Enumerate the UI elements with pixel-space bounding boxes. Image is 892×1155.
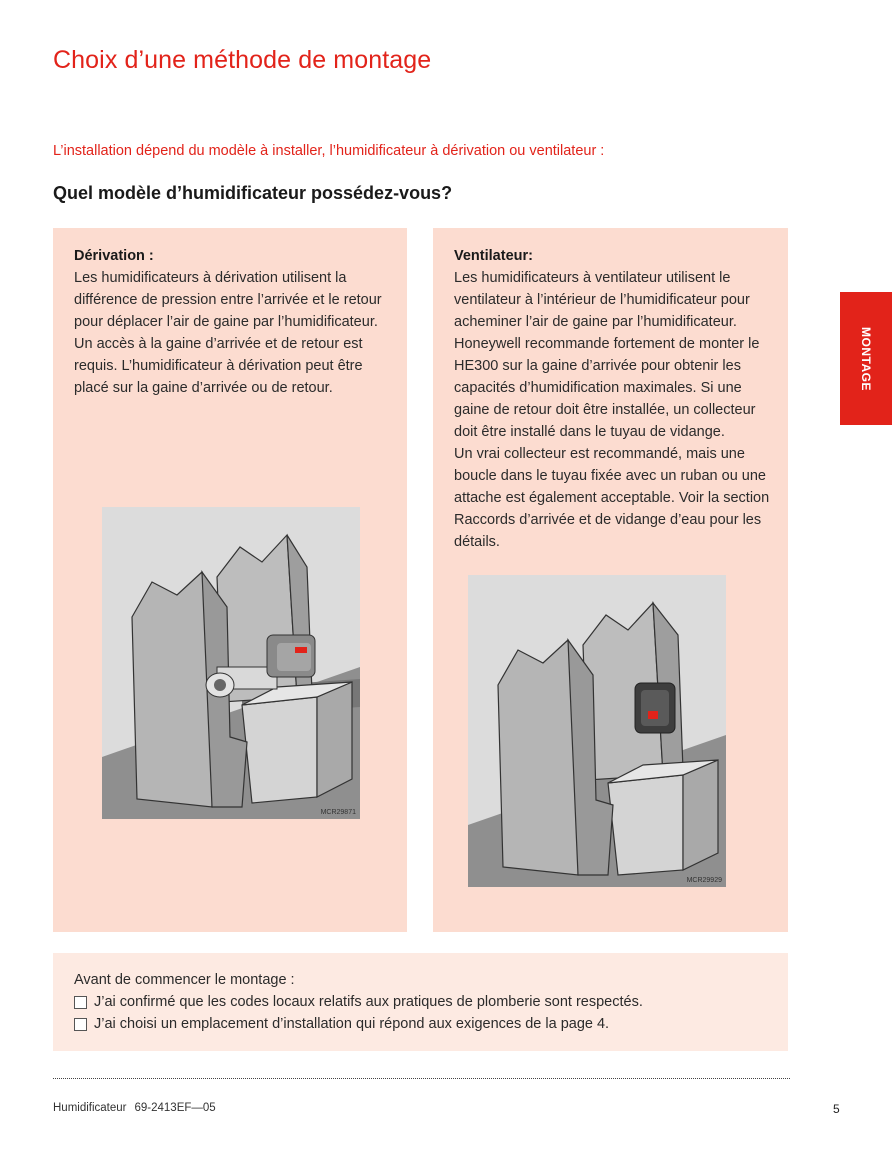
- checklist-item-label: J’ai confirmé que les codes locaux relatifs aux pratiques de plomberie sont respectés.: [94, 994, 643, 1010]
- bypass-body: Les humidificateurs à dérivation utilisent la différence de pression entre l’arrivée et le retour pour déplacer l’air de gaine par l’humidificateur. Un accès à la gaine d’arrivée et de retour est requis. L’humidificateur à dérivation peut être placé sur la gaine d’arrivée ou de retour.: [74, 270, 382, 396]
- fan-panel: [433, 228, 788, 932]
- pre-install-checklist: [53, 953, 788, 1051]
- footer-product: Humidificateur: [53, 1102, 127, 1114]
- checklist-item: [74, 1016, 609, 1032]
- checklist-item: [74, 994, 643, 1010]
- bypass-illustration: [102, 507, 360, 819]
- fan-illustration: [468, 575, 726, 887]
- section-side-tab: [840, 292, 892, 425]
- footer-divider: [53, 1078, 790, 1079]
- bypass-panel: [53, 228, 407, 932]
- checklist-item-label: J’ai choisi un emplacement d’installation qui répond aux exigences de la page 4.: [94, 1016, 610, 1032]
- fan-installation-drawing: [468, 575, 726, 887]
- section-question: Quel modèle d’humidificateur possédez-vous?: [53, 183, 453, 203]
- bypass-installation-drawing: [102, 507, 360, 819]
- checklist-title: Avant de commencer le montage :: [74, 972, 295, 988]
- page-title: Choix d’une méthode de montage: [53, 46, 432, 74]
- bypass-heading: Dérivation :: [74, 248, 154, 264]
- footer-doc-info: [53, 1102, 216, 1114]
- bypass-figure-code: MCR29871: [320, 809, 356, 816]
- bypass-text: [74, 245, 399, 399]
- intro-text: L’installation dépend du modèle à installer, l’humidificateur à dérivation ou ventilateur :: [53, 143, 605, 159]
- page-number: 5: [833, 1102, 840, 1116]
- checkbox-icon[interactable]: [74, 1018, 87, 1031]
- footer-doc-code: 69-2413EF—05: [134, 1102, 216, 1114]
- checkbox-icon[interactable]: [74, 996, 87, 1009]
- fan-text: [454, 245, 779, 553]
- side-tab-label: MONTAGE: [859, 326, 873, 391]
- fan-heading: Ventilateur:: [454, 248, 533, 264]
- fan-figure-code: MCR29929: [686, 877, 722, 884]
- fan-body-2: Un vrai collecteur est recommandé, mais une boucle dans le tuyau fixée avec un ruban ou une attache est également acceptable. Voir la section Raccords d’arrivée et de vidange d’eau pour les détails.: [454, 446, 770, 550]
- fan-body-1: Les humidificateurs à ventilateur utilisent le ventilateur à l’intérieur de l’humidificateur pour acheminer l’air de gaine par l’humidificateur. Honeywell recommande fortement de monter le HE300 sur la gaine d’arrivée pour obtenir les capacités d’humidification maximales. Si une gaine de retour doit être installée, un collecteur doit être installé dans le tuyau de vidange.: [454, 270, 760, 440]
